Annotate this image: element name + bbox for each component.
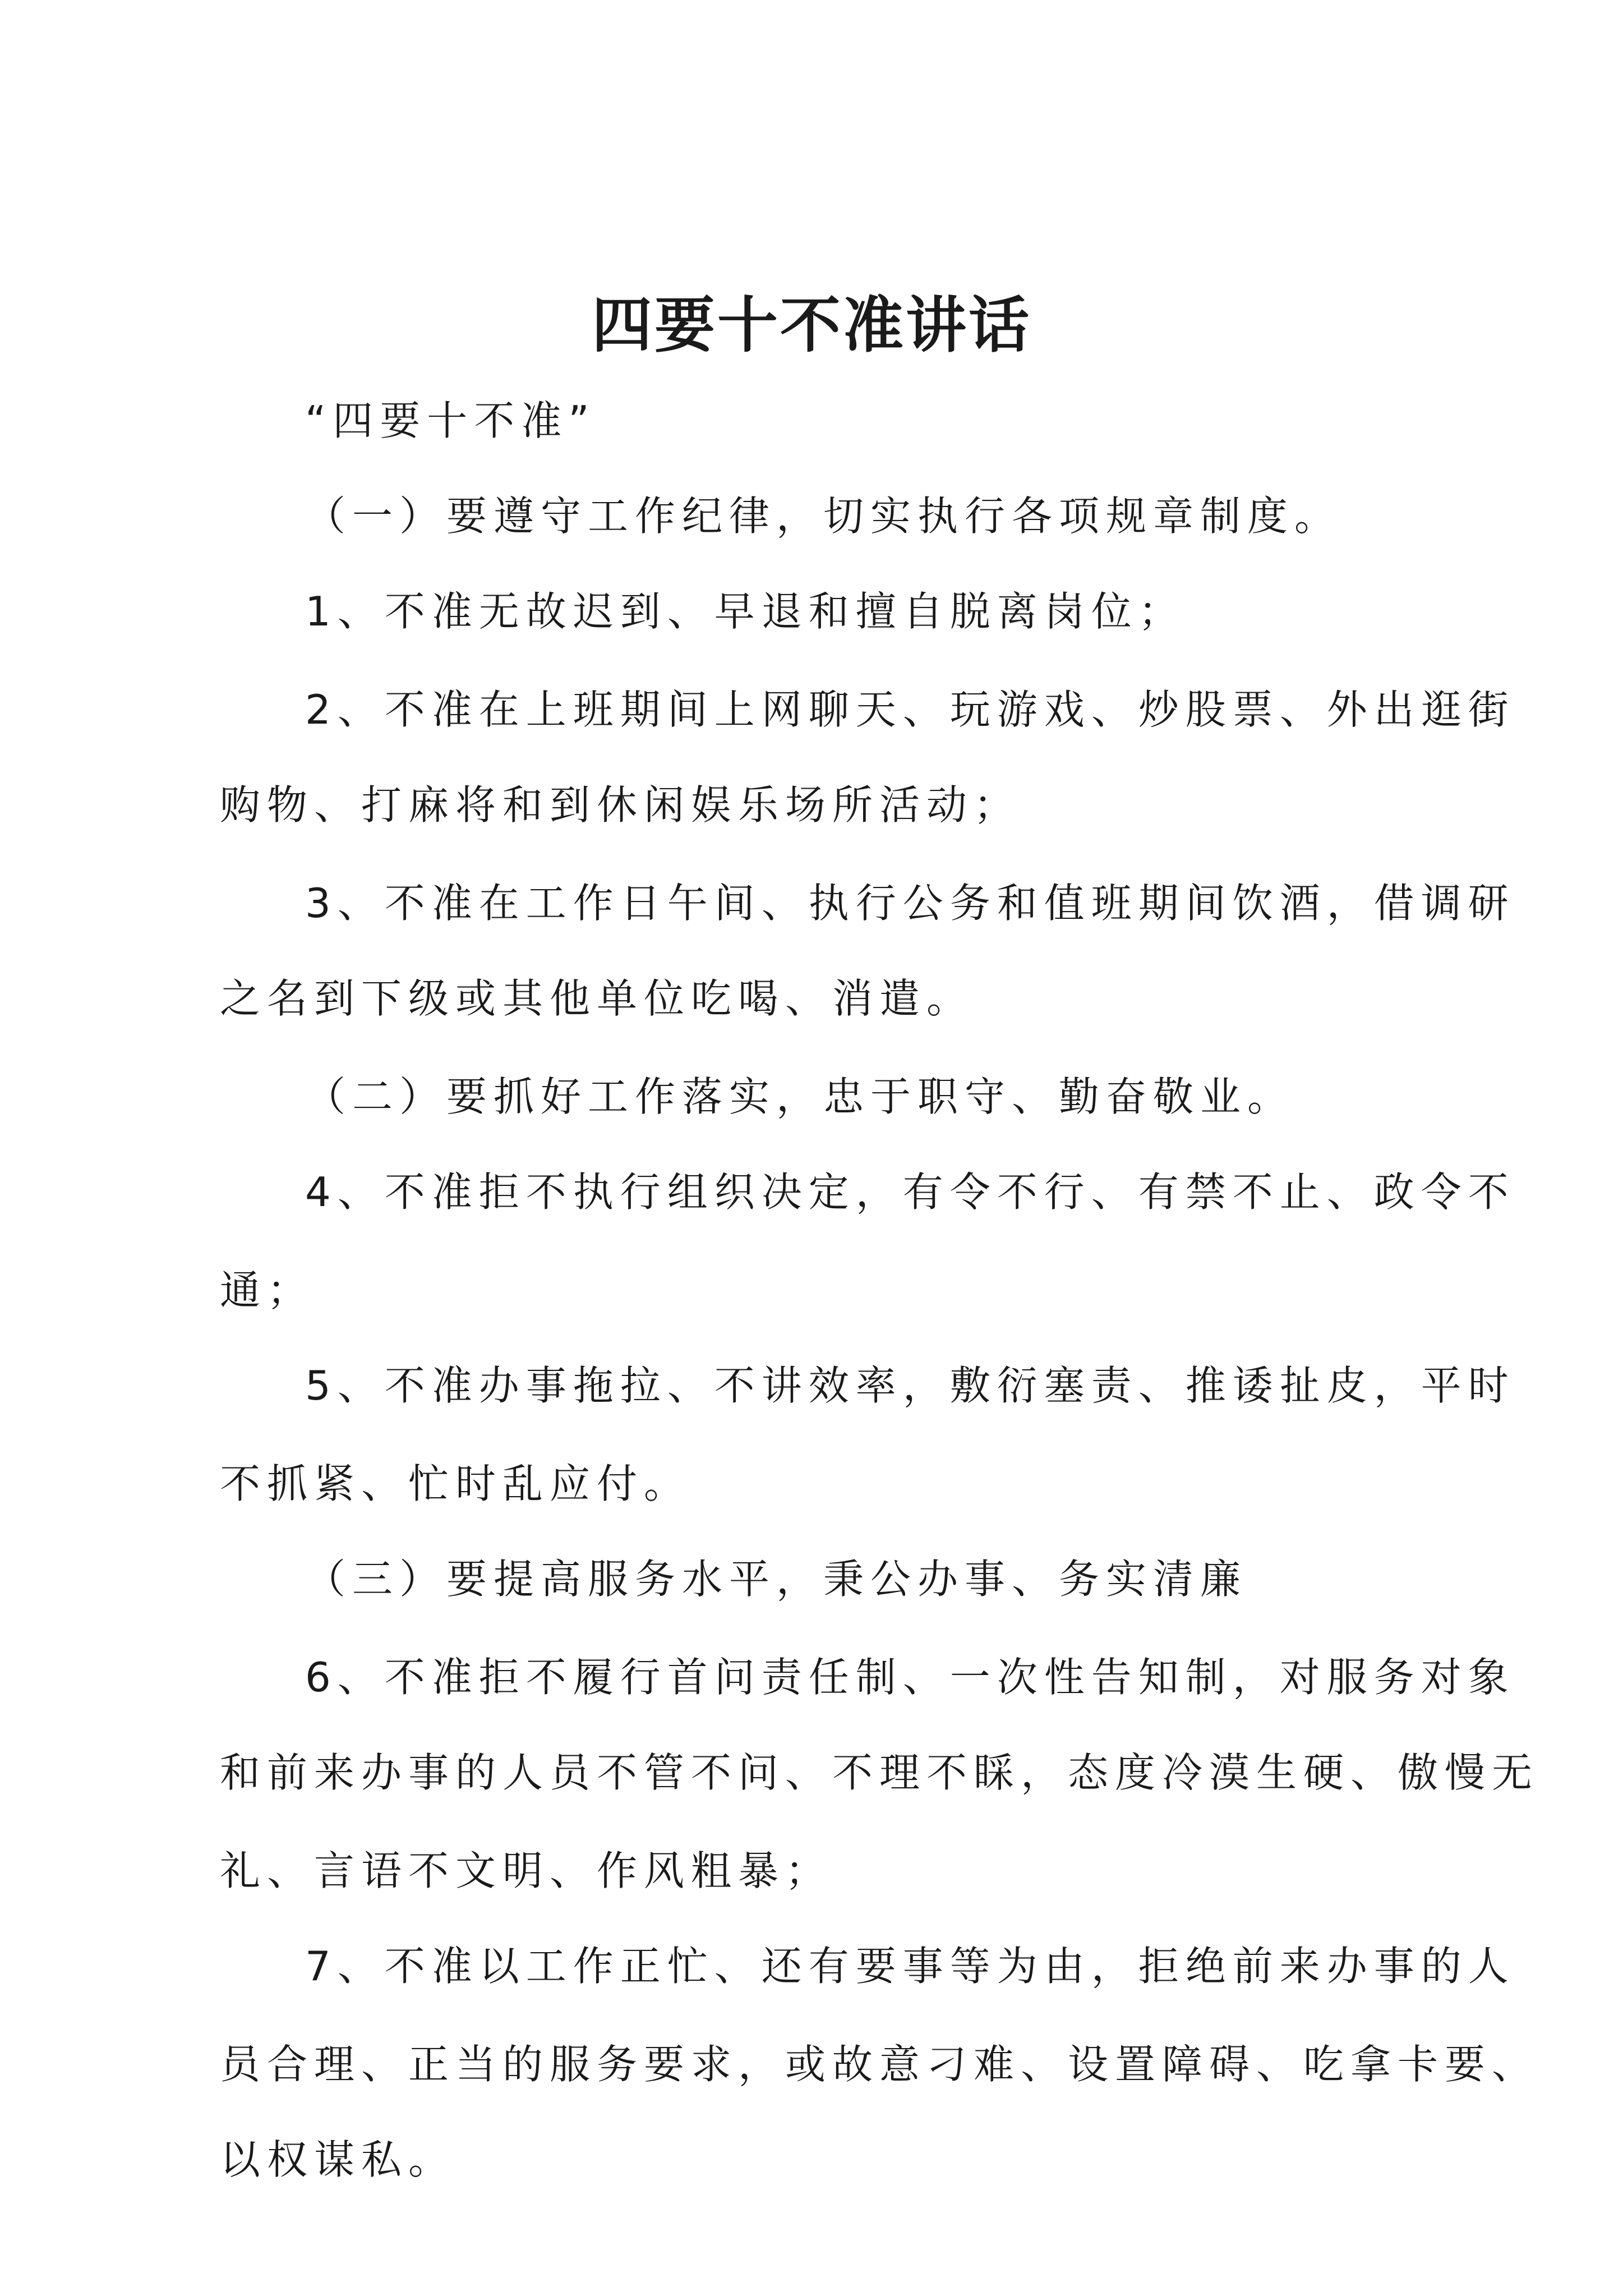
rule-3-line-1: 3、不准在工作日午间、执行公务和值班期间饮酒，借调研 — [305, 880, 1515, 927]
rule-6-line-2: 和前来办事的人员不管不问、不理不睬，态度冷漠生硬、傲慢无 — [220, 1749, 1539, 1796]
rule-6-line-1: 6、不准拒不履行首问责任制、一次性告知制，对服务对象 — [305, 1654, 1515, 1701]
rule-6-line-3: 礼、言语不文明、作风粗暴； — [220, 1847, 833, 1894]
section-2-heading: （二）要抓好工作落实，忠于职守、勤奋敬业。 — [305, 1073, 1295, 1120]
rule-7-line-2: 员合理、正当的服务要求，或故意刁难、设置障碍、吃拿卡要、 — [220, 2041, 1539, 2088]
rule-7-line-3: 以权谋私。 — [220, 2136, 456, 2183]
section-1-heading: （一）要遵守工作纪律，切实执行各项规章制度。 — [305, 493, 1342, 540]
quote-heading: “四要十不准” — [305, 397, 596, 444]
rule-4-line-1: 4、不准拒不执行组织决定，有令不行、有禁不止、政令不 — [305, 1168, 1515, 1216]
rule-5-line-2: 不抓紧、忙时乱应付。 — [220, 1460, 691, 1507]
rule-3-line-2: 之名到下级或其他单位吃喝、消遣。 — [220, 975, 974, 1022]
document-title: 四要十不准讲话 — [591, 290, 1031, 361]
rule-2-line-1: 2、不准在上班期间上网聊天、玩游戏、炒股票、外出逛街 — [305, 686, 1515, 733]
rule-2-line-2: 购物、打麻将和到休闲娱乐场所活动； — [220, 781, 1021, 829]
rule-5-line-1: 5、不准办事拖拉、不讲效率，敷衍塞责、推诿扯皮，平时 — [305, 1362, 1515, 1409]
rule-4-line-2: 通； — [220, 1267, 315, 1314]
section-3-heading: （三）要提高服务水平，秉公办事、务实清廉 — [305, 1556, 1248, 1603]
rule-1-line-1: 1、不准无故迟到、早退和擅自脱离岗位； — [305, 588, 1186, 635]
rule-7-line-1: 7、不准以工作正忙、还有要事等为由，拒绝前来办事的人 — [305, 1943, 1515, 1990]
